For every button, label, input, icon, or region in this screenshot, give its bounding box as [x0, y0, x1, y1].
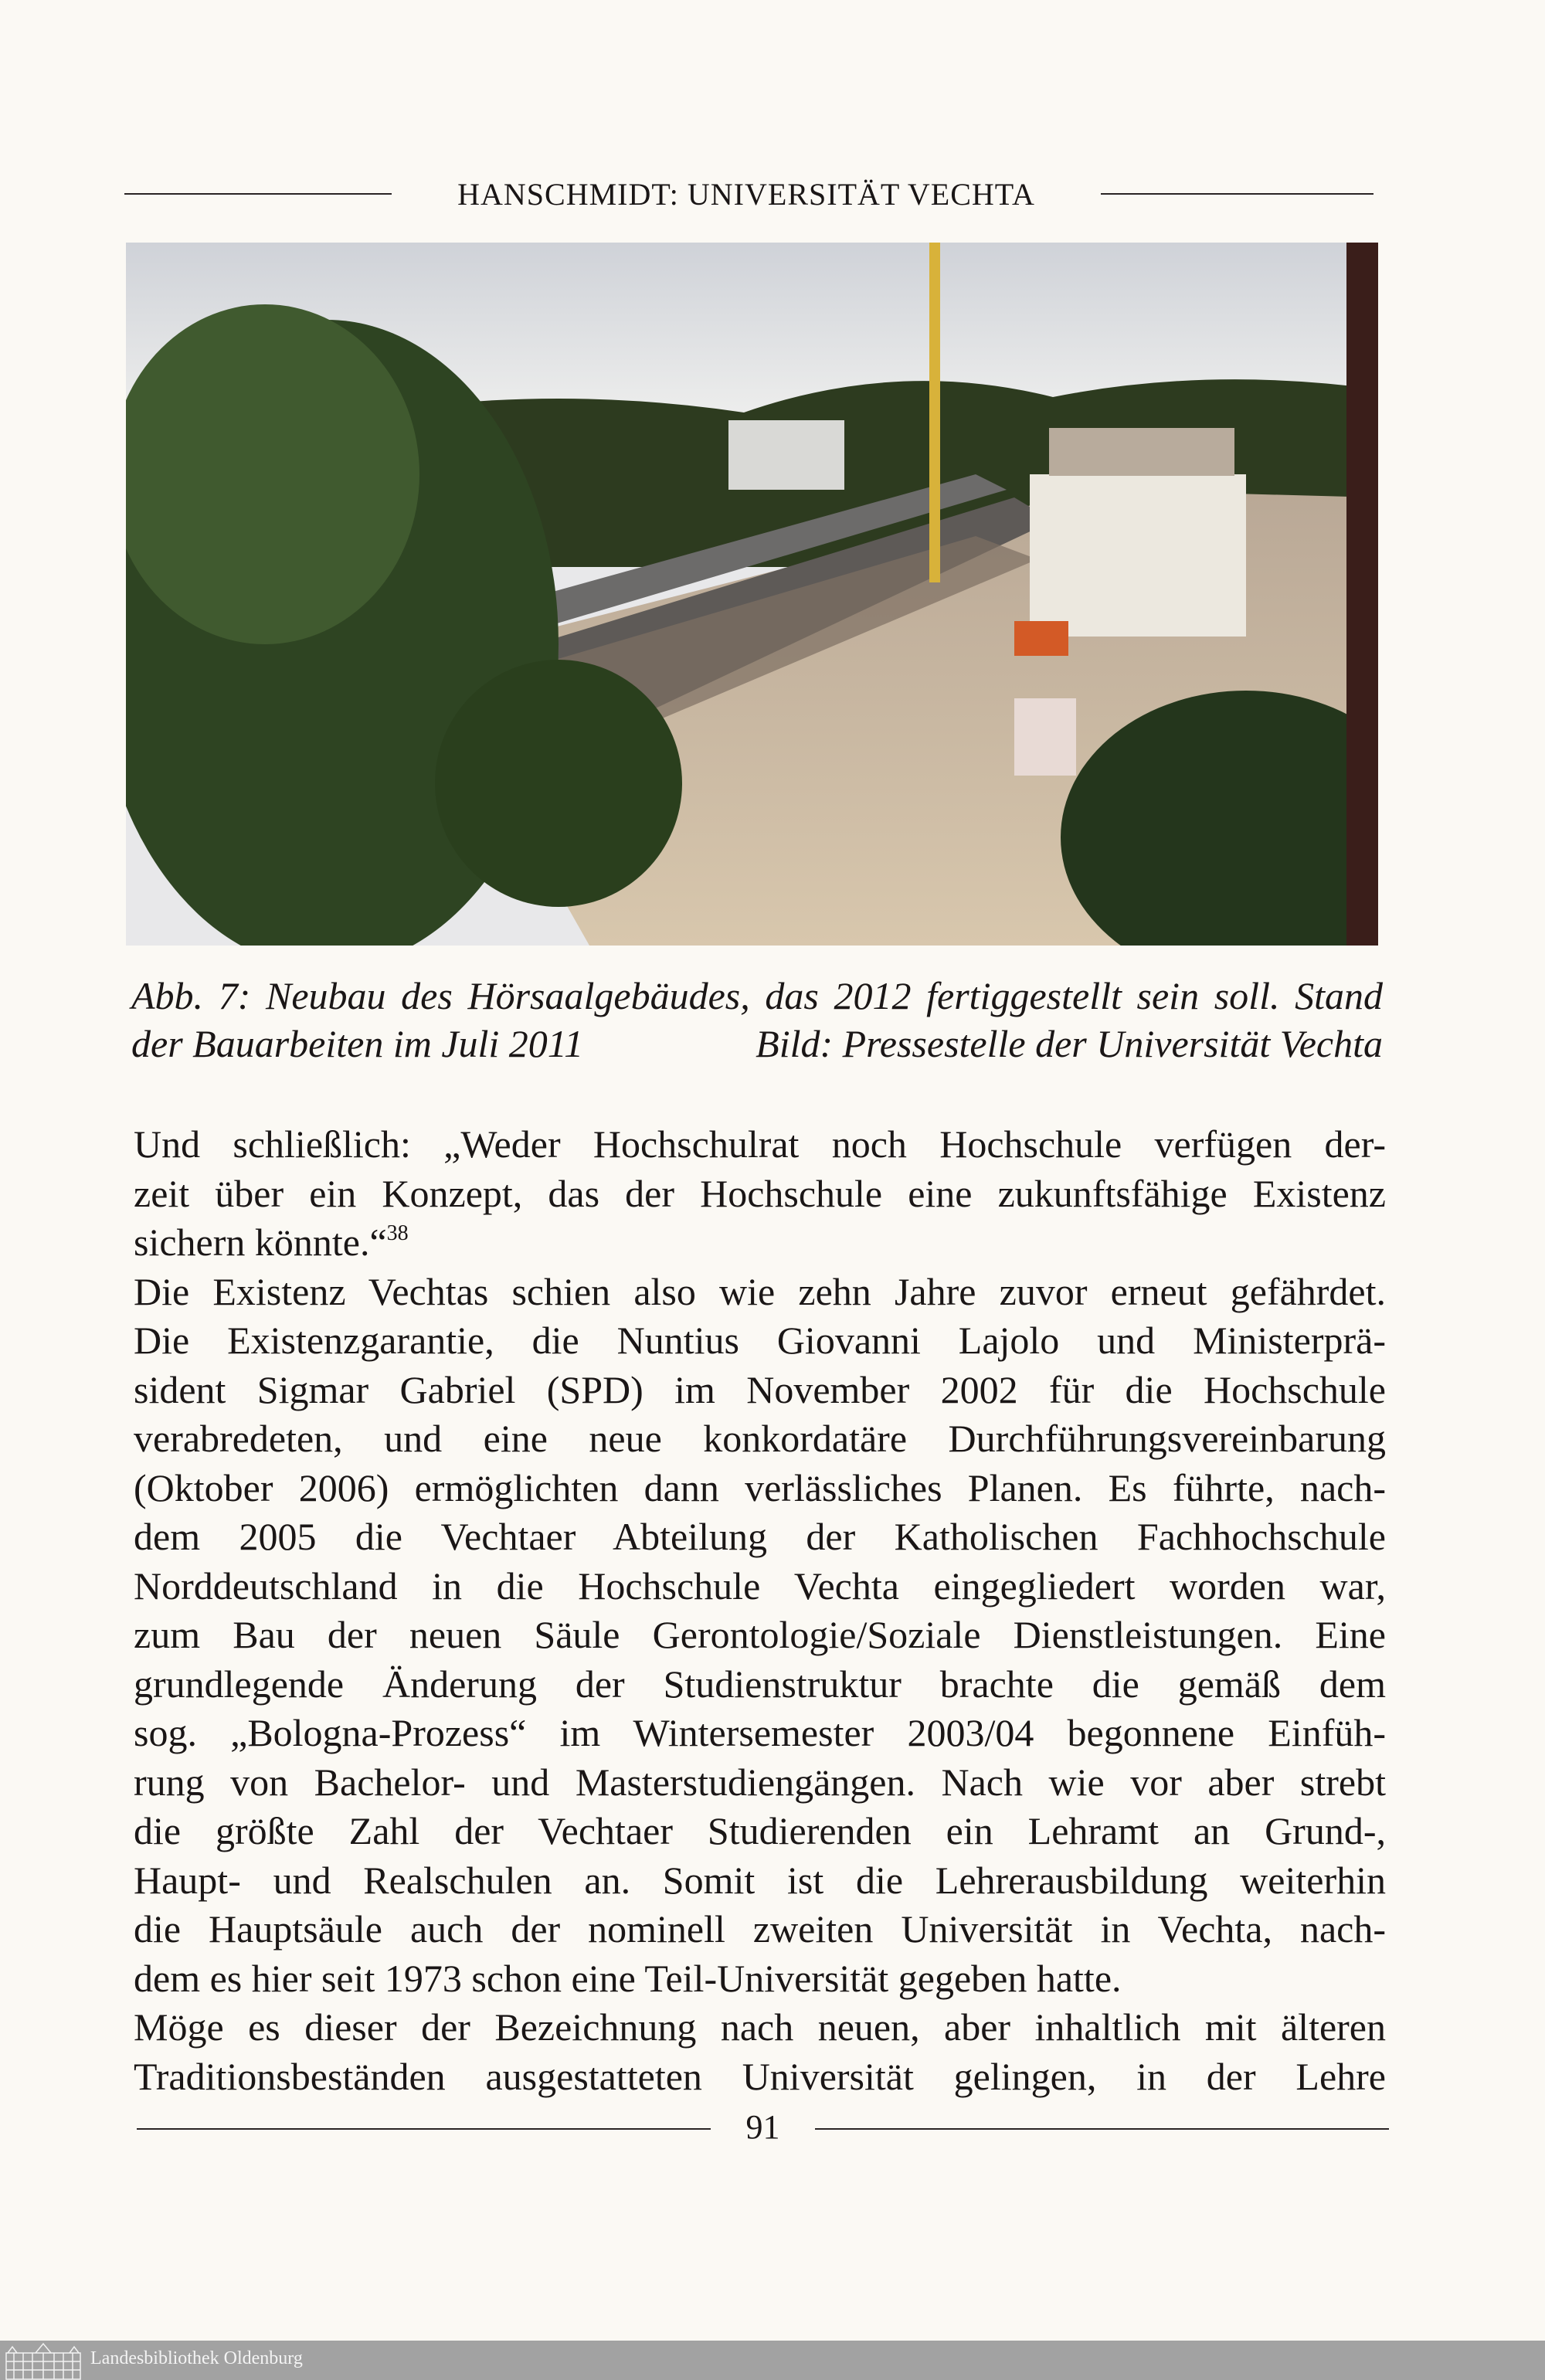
header-rule-right	[1101, 193, 1374, 195]
text-line: Traditionsbeständen ausgestatteten Universität gelingen, in der Lehre	[134, 2054, 1386, 2098]
text-line: grundlegende Änderung der Studienstruktur brachte die gemäß dem	[134, 1662, 1386, 1706]
text-line: Und schließlich: „Weder Hochschulrat noch Hochschule verfügen der-	[134, 1122, 1386, 1166]
text-line: zeit über ein Konzept, das der Hochschule eine zukunftsfähige Existenz	[134, 1171, 1386, 1215]
text-line	[134, 1218, 1386, 1268]
figure-credit: Bild: Pressestelle der Universität Vechta	[756, 1022, 1383, 1065]
text-line: Die Existenzgarantie, die Nuntius Giovanni Lajolo und Ministerprä-	[134, 1319, 1386, 1362]
page-number: 91	[745, 2108, 780, 2146]
text-line: sident Sigmar Gabriel (SPD) im November 2002 für die Hochschule	[134, 1367, 1386, 1411]
text-line: die Hauptsäule auch der nominell zweiten Universität in Vechta, nach-	[134, 1907, 1386, 1951]
footer-rule-right	[815, 2128, 1389, 2130]
text-line: die größte Zahl der Vechtaer Studierenden ein Lehramt an Grund-,	[134, 1809, 1386, 1852]
library-name: Landesbibliothek Oldenburg	[90, 2348, 303, 2368]
library-building-logo	[5, 2342, 82, 2380]
library-footer-bar	[0, 2341, 1545, 2380]
footnote-reference[interactable]: 38	[386, 1221, 409, 1245]
text-line: Möge es dieser der Bezeichnung nach neuen, aber inhaltlich mit älteren	[134, 2005, 1386, 2049]
footer-rule-left	[137, 2128, 711, 2130]
running-header: HANSCHMIDT: UNIVERSITÄT VECHTA	[457, 177, 1035, 212]
text-line: rung von Bachelor- und Masterstudiengängen. Nach wie vor aber strebt	[134, 1760, 1386, 1804]
header-rule-left	[124, 193, 392, 195]
text-line: Haupt- und Realschulen an. Somit ist die Lehrerausbildung weiterhin	[134, 1858, 1386, 1902]
text-line: Norddeutschland in die Hochschule Vechta eingegliedert worden war,	[134, 1563, 1386, 1608]
figure-caption-line-1: Abb. 7: Neubau des Hörsaalgebäudes, das 2012 fertiggestellt sein soll. Stand	[131, 974, 1383, 1017]
text-line: (Oktober 2006) ermöglichten dann verlässliches Planen. Es führte, nach-	[134, 1465, 1386, 1509]
text-line-content: sichern könnte.“	[134, 1221, 387, 1264]
figure-caption-line-2	[131, 1021, 1383, 1066]
body-text	[134, 1120, 1386, 2101]
text-line: zum Bau der neuen Säule Gerontologie/Soziale Dienstleistungen. Eine	[134, 1613, 1386, 1656]
text-line: verabredeten, und eine neue konkordatäre Durchführungsvereinbarung	[134, 1417, 1386, 1460]
text-line: Die Existenz Vechtas schien also wie zehn Jahre zuvor erneut gefährdet.	[134, 1269, 1386, 1313]
text-line: dem 2005 die Vechtaer Abteilung der Katholischen Fachhochschule	[134, 1515, 1386, 1558]
text-line: sog. „Bologna-Prozess“ im Wintersemester 2003/04 begonnene Einfüh-	[134, 1711, 1386, 1754]
construction-photo	[126, 243, 1378, 946]
text-line: dem es hier seit 1973 schon eine Teil-Universität gegeben hatte.	[134, 1956, 1122, 2000]
figure-caption-text: der Bauarbeiten im Juli 2011	[131, 1022, 584, 1065]
